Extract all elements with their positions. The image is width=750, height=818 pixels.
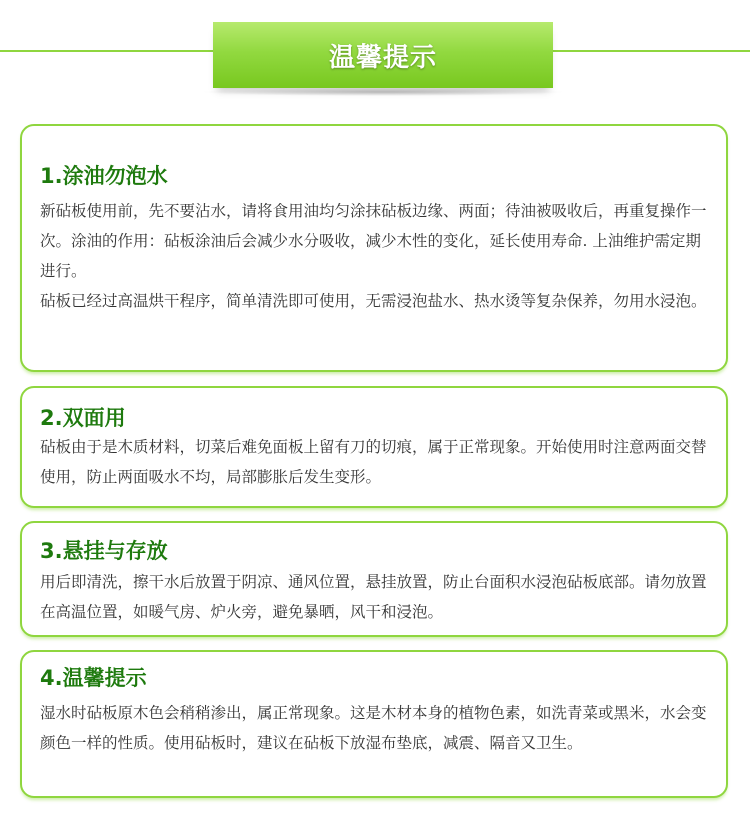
banner-shadow xyxy=(200,88,566,96)
banner-title: 温馨提示 xyxy=(328,42,437,73)
section-body-3 xyxy=(40,567,716,627)
section-title-4: 4.温馨提示 xyxy=(40,666,147,690)
section-card-3 xyxy=(20,521,728,637)
section-title-3: 3.悬挂与存放 xyxy=(40,539,168,563)
section-title-1: 1.涂油勿泡水 xyxy=(40,164,168,188)
section-paragraph: 砧板由于是木质材料，切菜后难免面板上留有刀的切痕，属于正常现象。开始使用时注意两面交替使用，防止两面吸水不均，局部膨胀后发生变形。 xyxy=(40,438,707,486)
section-card-4 xyxy=(20,650,728,798)
section-title-2: 2.双面用 xyxy=(40,406,126,430)
section-paragraph: 砧板已经过高温烘干程序，简单清洗即可使用，无需浸泡盐水、热水烫等复杂保养，勿用水浸泡。 xyxy=(40,292,707,310)
section-card-1 xyxy=(20,124,728,372)
section-body-1 xyxy=(40,196,716,316)
section-body-4 xyxy=(40,698,716,758)
section-paragraph: 用后即清洗，擦干水后放置于阴凉、通风位置，悬挂放置，防止台面积水浸泡砧板底部。请勿放置在高温位置，如暖气房、炉火旁，避免暴晒，风干和浸泡。 xyxy=(40,573,707,621)
section-card-2 xyxy=(20,386,728,508)
section-paragraph: 湿水时砧板原木色会稍稍渗出，属正常现象。这是木材本身的植物色素，如洗青菜或黑米，水会变颜色一样的性质。使用砧板时，建议在砧板下放湿布垫底，减震、隔音又卫生。 xyxy=(40,704,707,752)
header-banner xyxy=(213,22,553,88)
header-line-left xyxy=(0,50,214,52)
section-body-2 xyxy=(40,432,716,492)
section-paragraph: 新砧板使用前，先不要沾水，请将食用油均匀涂抹砧板边缘、两面；待油被吸收后，再重复操作一次。涂油的作用：砧板涂油后会减少水分吸收，减少木性的变化，延长使用寿命. 上油维护需定期进行。 xyxy=(40,202,707,280)
header-line-right xyxy=(552,50,750,52)
